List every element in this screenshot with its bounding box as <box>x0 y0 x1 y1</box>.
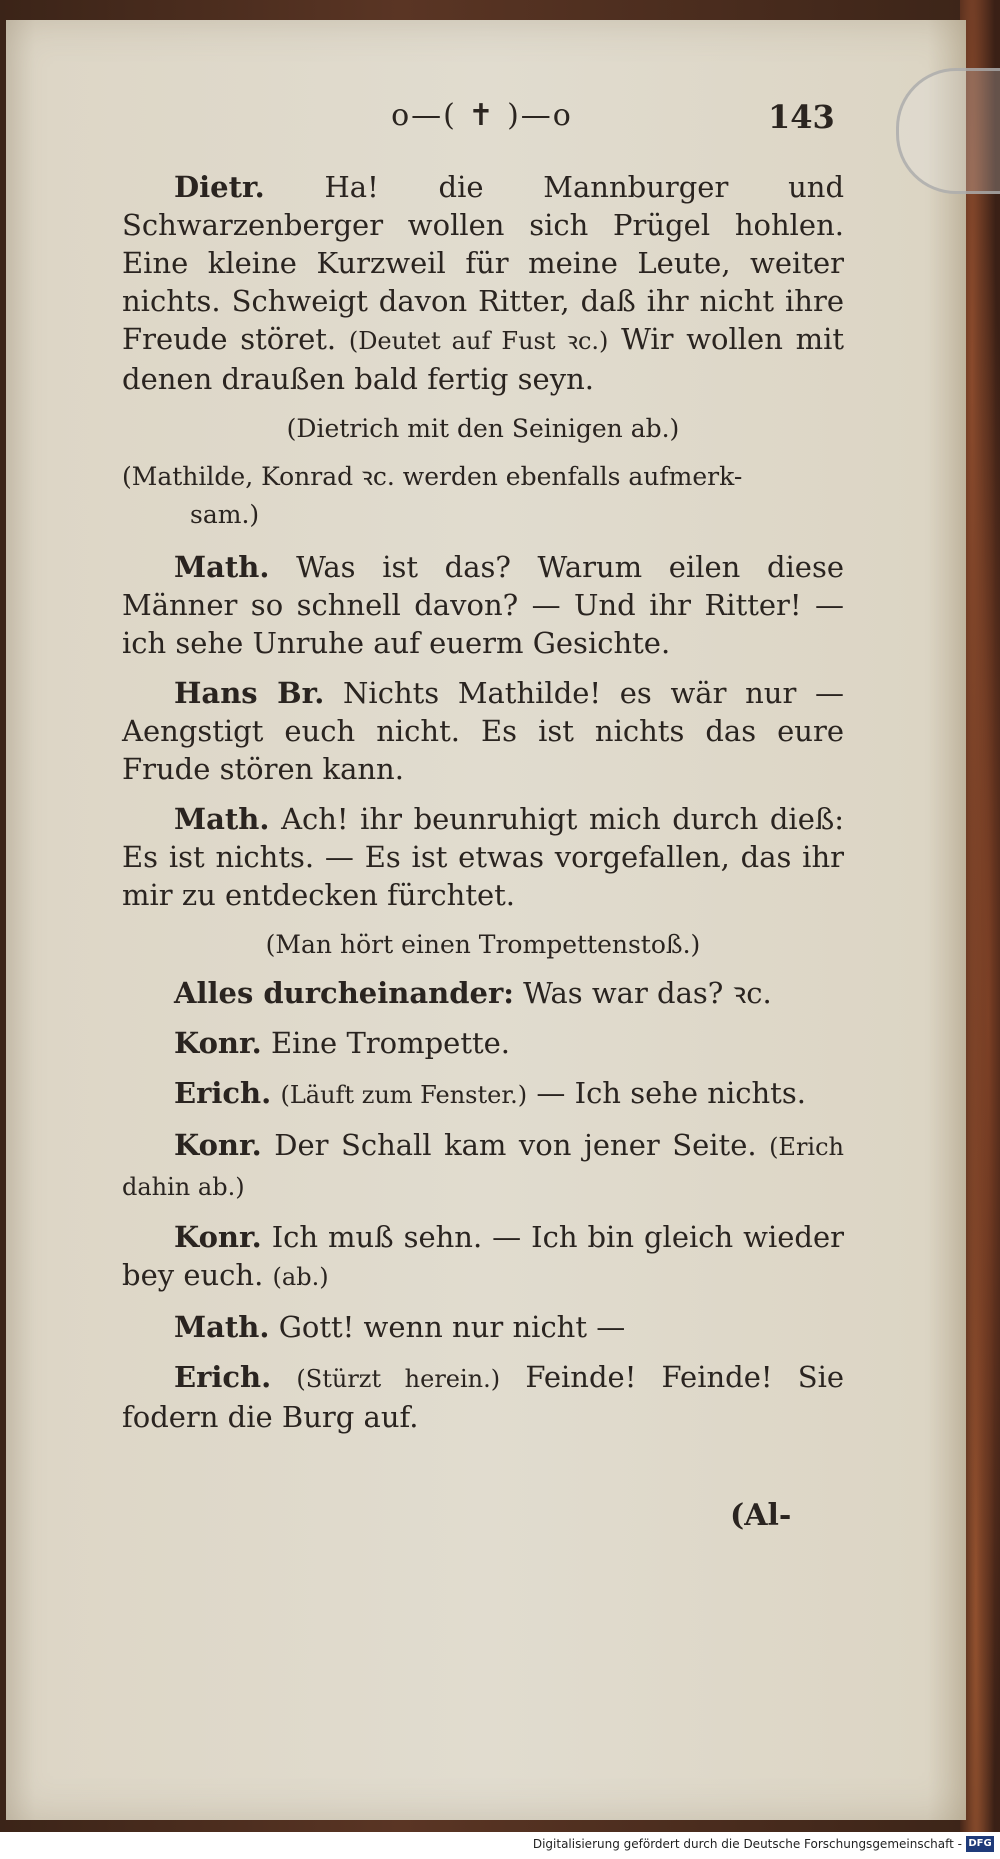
dialogue-text: Der Schall kam von jener Seite. <box>274 1128 757 1162</box>
speaker-name: Dietr. <box>174 170 265 204</box>
dialogue-paragraph <box>122 800 844 914</box>
book-cover-edge <box>960 0 1000 1859</box>
stage-direction: (Läuft zum Fenster.) <box>280 1081 528 1109</box>
header-ornament: o—( ✝ )—o <box>391 98 573 133</box>
dialogue-paragraph <box>122 1024 844 1062</box>
speaker-name: Math. <box>174 802 270 836</box>
dialogue-paragraph <box>122 1308 844 1346</box>
stage-direction-continued: sam.) <box>190 500 260 529</box>
catchword: (Al- <box>730 1498 792 1533</box>
dialogue-text: Was ist das? Warum eilen diese Männer so schnell davon? — Und ihr Ritter! — ich sehe Unruhe auf euerm Gesichte. <box>122 550 845 660</box>
speaker-name: Alles durcheinander: <box>174 976 514 1010</box>
stage-direction: (Erich dahin ab.) <box>122 1133 844 1201</box>
stage-direction: (Mathilde, Konrad ꝛc. werden ebenfalls aufmerk- <box>122 462 743 491</box>
page-number: 143 <box>768 98 835 136</box>
dialogue-text: Was war das? ꝛc. <box>523 976 772 1010</box>
speaker-name: Math. <box>174 550 270 584</box>
dialogue-paragraph <box>122 674 844 788</box>
dialogue-paragraph <box>122 548 844 662</box>
dialogue-text: — Ich sehe nichts. <box>536 1076 806 1110</box>
stage-direction-block <box>122 458 844 534</box>
page-text <box>122 168 844 1448</box>
dialogue-text: Ich muß sehn. — Ich bin gleich wieder bey euch. <box>122 1220 844 1292</box>
page-header <box>0 98 1000 138</box>
stage-direction: (Deutet auf Fust ꝛc.) <box>348 327 609 355</box>
stage-direction: (ab.) <box>272 1263 329 1291</box>
dialogue-paragraph <box>122 168 844 398</box>
dialogue-paragraph <box>122 1074 844 1114</box>
dialogue-paragraph <box>122 974 844 1012</box>
dialogue-paragraph <box>122 1218 844 1296</box>
speaker-name: Konr. <box>174 1220 262 1254</box>
stage-direction: (Man hört einen Trompettenstoß.) <box>265 930 701 959</box>
speaker-name: Konr. <box>174 1026 262 1060</box>
dialogue-text: Ha! die Mannburger und Schwarzenberger wollen sich Prügel hohlen. Eine kleine Kurzweil für meine Leute, weiter nichts. Schweigt davon Ritter, daß ihr nicht ihre Freude störet. <box>122 170 845 356</box>
stage-direction: (Dietrich mit den Seinigen ab.) <box>286 414 680 443</box>
speaker-name: Konr. <box>174 1128 262 1162</box>
dialogue-paragraph <box>122 1358 844 1436</box>
dialogue-paragraph <box>122 1126 844 1206</box>
funding-credit: Digitalisierung gefördert durch die Deutsche Forschungsgemeinschaft - <box>532 1837 962 1851</box>
dfg-logo-icon: DFG <box>966 1836 994 1852</box>
stage-direction: (Stürzt herein.) <box>296 1365 501 1393</box>
dialogue-text: Gott! wenn nur nicht — <box>278 1310 626 1344</box>
dialogue-text: Wir wollen mit denen draußen bald fertig seyn. <box>122 322 844 396</box>
speaker-name: Erich. <box>174 1076 272 1110</box>
speaker-name: Hans Br. <box>174 676 325 710</box>
dialogue-text: Eine Trompette. <box>270 1026 511 1060</box>
speaker-name: Erich. <box>174 1360 272 1394</box>
dialogue-text: Feinde! Feinde! Sie fodern die Burg auf. <box>122 1360 845 1434</box>
dialogue-text: Nichts Mathilde! es wär nur — Aengstigt euch nicht. Es ist nichts das eure Frude stören kann. <box>122 676 844 786</box>
dialogue-text: Ach! ihr beunruhigt mich durch dieß: Es ist nichts. — Es ist etwas vorgefallen, das ihr mir zu entdecken fürchtet. <box>122 802 844 912</box>
digitization-footer <box>0 1832 1000 1859</box>
speaker-name: Math. <box>174 1310 270 1344</box>
